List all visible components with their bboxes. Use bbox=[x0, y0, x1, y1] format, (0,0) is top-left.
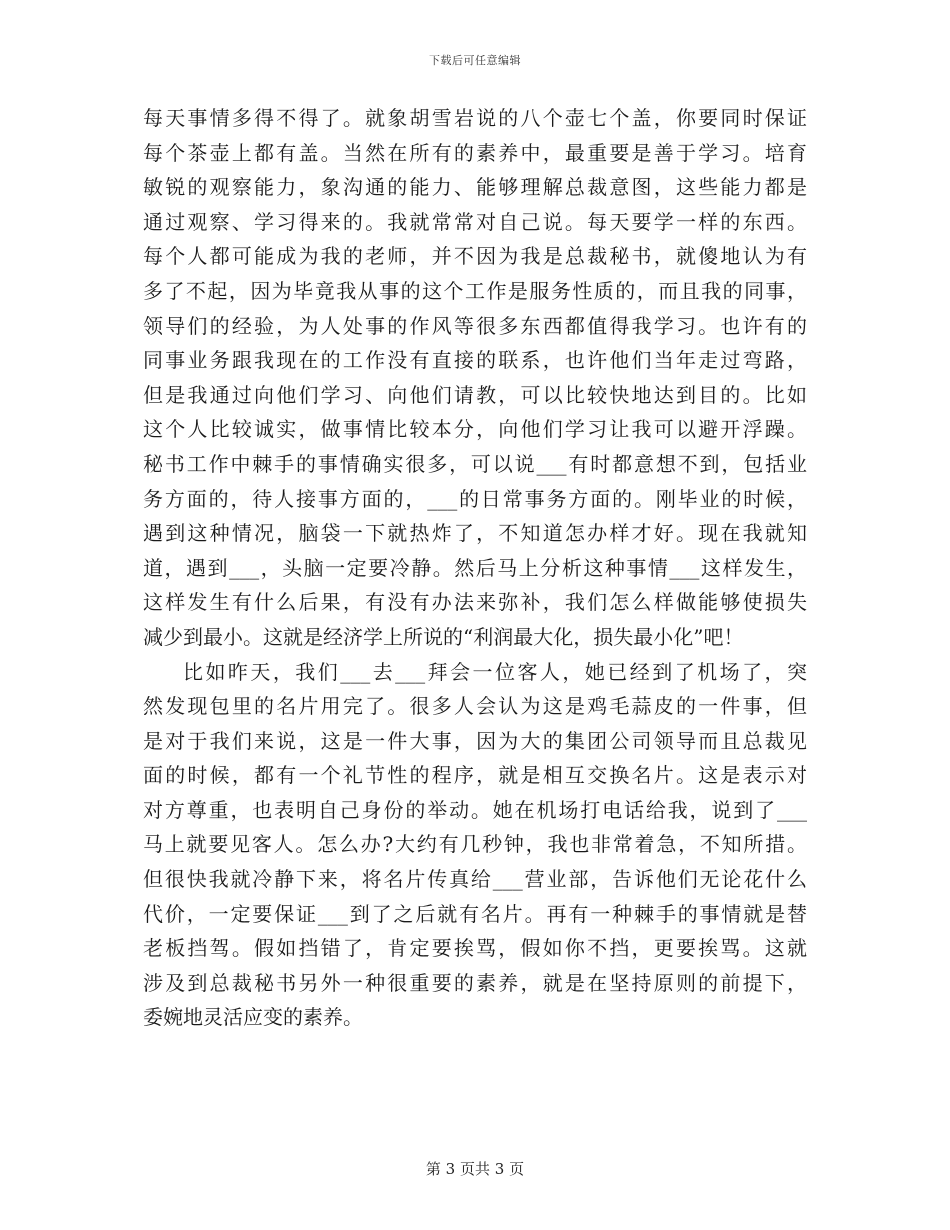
body-line-21: 对方尊重，也表明自己身份的举动。她在机场打电话给我，说到了___ bbox=[143, 797, 807, 822]
body-line-18: 然发现包里的名片用完了。很多人会认为这是鸡毛蒜皮的一件事，但 bbox=[143, 694, 807, 719]
document-body bbox=[143, 101, 807, 1035]
body-line-15: 这样发生有什么后果，有没有办法来弥补，我们怎么样做能够使损失 bbox=[143, 590, 807, 615]
page-header: 下载后可任意编辑 bbox=[429, 54, 521, 67]
body-line-3: 敏锐的观察能力，象沟通的能力、能够理解总裁意图，这些能力都是 bbox=[143, 175, 807, 200]
page-footer: 第 3 页共 3 页 bbox=[425, 1160, 525, 1178]
body-line-10: 这个人比较诚实，做事情比较本分，向他们学习让我可以避开浮躁。 bbox=[143, 417, 807, 442]
body-line-11: 秘书工作中棘手的事情确实很多，可以说___有时都意想不到，包括业 bbox=[143, 451, 807, 476]
body-line-26: 涉及到总裁秘书另外一种很重要的素养，就是在坚持原则的前提下， bbox=[143, 970, 807, 995]
body-line-24: 代价，一定要保证___到了之后就有名片。再有一种棘手的事情就是替 bbox=[143, 901, 807, 926]
body-line-8: 同事业务跟我现在的工作没有直接的联系，也许他们当年走过弯路， bbox=[143, 348, 807, 373]
body-line-7: 领导们的经验，为人处事的作风等很多东西都值得我学习。也许有的 bbox=[143, 313, 807, 338]
body-line-6: 多了不起，因为毕竟我从事的这个工作是服务性质的，而且我的同事， bbox=[143, 278, 807, 303]
body-line-27: 委婉地灵活应变的素养。 bbox=[143, 1005, 363, 1030]
body-line-9: 但是我通过向他们学习、向他们请教，可以比较快地达到目的。比如 bbox=[143, 382, 807, 407]
body-line-4: 通过观察、学习得来的。我就常常对自己说。每天要学一样的东西。 bbox=[143, 209, 807, 234]
body-line-20: 面的时候，都有一个礼节性的程序，就是相互交换名片。这是表示对 bbox=[143, 763, 807, 788]
body-line-5: 每个人都可能成为我的老师，并不因为我是总裁秘书，就傻地认为有 bbox=[143, 244, 807, 269]
body-line-16: 减少到最小。这就是经济学上所说的“利润最大化，损失最小化”吧！ bbox=[143, 624, 744, 649]
body-line-12: 务方面的，待人接事方面的，___的日常事务方面的。刚毕业的时候， bbox=[143, 486, 807, 511]
body-line-22: 马上就要见客人。怎么办?大约有几秒钟，我也非常着急，不知所措。 bbox=[143, 832, 807, 857]
body-line-13: 遇到这种情况，脑袋一下就热炸了，不知道怎办样才好。现在我就知 bbox=[143, 521, 807, 546]
body-line-19: 是对于我们来说，这是一件大事，因为大的集团公司领导而且总裁见 bbox=[143, 728, 807, 753]
body-line-17: 比如昨天，我们___去___拜会一位客人，她已经到了机场了，突 bbox=[183, 659, 807, 684]
body-line-23: 但很快我就冷静下来，将名片传真给___营业部，告诉他们无论花什么 bbox=[143, 867, 807, 892]
body-line-2: 每个茶壶上都有盖。当然在所有的素养中，最重要是善于学习。培育 bbox=[143, 140, 807, 165]
body-line-14: 道，遇到___，头脑一定要冷静。然后马上分析这种事情___这样发生， bbox=[143, 555, 807, 580]
body-line-25: 老板挡驾。假如挡错了，肯定要挨骂，假如你不挡，更要挨骂。这就 bbox=[143, 936, 807, 961]
body-line-1: 每天事情多得不得了。就象胡雪岩说的八个壶七个盖，你要同时保证 bbox=[143, 106, 807, 130]
